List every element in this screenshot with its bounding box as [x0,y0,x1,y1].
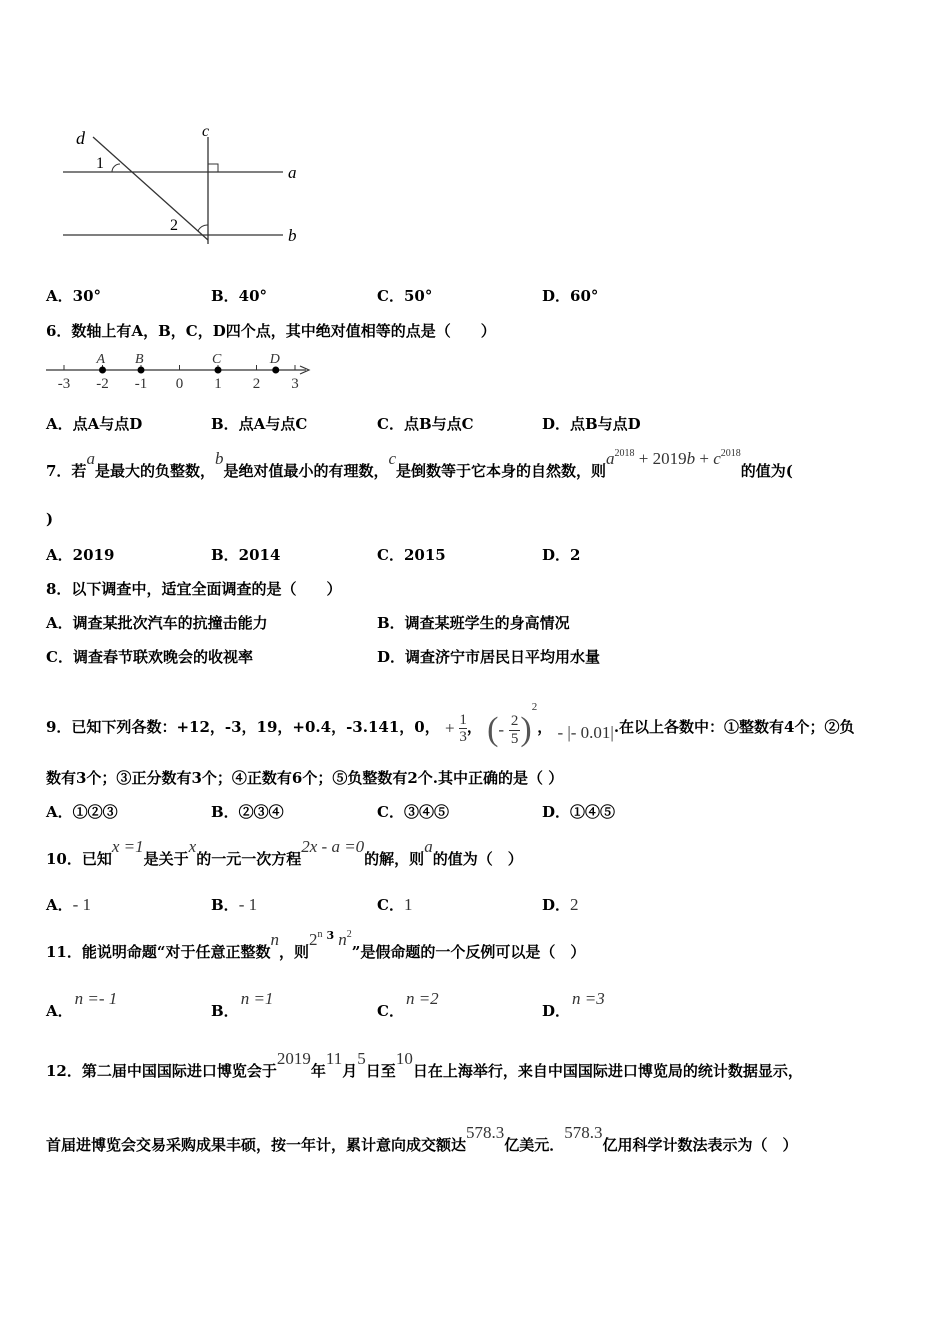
q8-option-c: C．调查春节联欢晚会的收视率 [46,648,253,666]
q7-var-a: a [86,449,95,468]
q10-equation: 2x - a =0 [301,837,365,856]
q6-option-d: D．点B与点D [542,415,641,433]
q7-option-a: A．2019 [46,546,115,564]
q10-option-b: B．- 1 [211,895,258,914]
q10-var-x: x [188,837,197,856]
tick-label: -3 [57,376,71,392]
label-b: b [288,226,297,245]
point-b [138,367,145,374]
q7-text-2: 是最大的负整数， [94,462,215,480]
q9-option-c: C．③④⑤ [377,803,449,821]
q9-power-term: (- $\frac{2}{5}$ )$^2$ [487,701,538,748]
angle-1-arc [112,164,120,172]
q11-inequality: 2$^n$ $^3$ $n^2$ [309,929,352,949]
q10-option-a: A．- 1 [46,895,92,914]
label-d: d [76,128,85,148]
number-line [44,348,324,393]
q11-var-n: n [270,930,280,949]
label-a: a [288,163,297,182]
q9-option-b: B．②③④ [211,803,284,821]
q6-option-a: A．点A与点D [46,415,143,433]
tick-label: -1 [134,376,148,392]
q5-option-b: B．40° [211,287,268,305]
q12-amount-2: 578.3 [564,1123,603,1142]
q5-option-c: C．50° [377,287,433,305]
q9-text-1: 9．已知下列各数：+12，-3，19，+0.4，-3.141，0， [46,718,440,736]
q10-stem: 10．已知x =1是关于x的一元一次方程2x - a =0的解，则a的值为（ ） [46,837,523,868]
point-d [272,367,279,374]
q7-text-1: 7．若 [46,462,87,480]
label-c: c [202,123,210,140]
q7-option-d: D．2 [542,546,581,564]
q8-option-a: A．调查某批次汽车的抗撞击能力 [46,614,268,632]
q6-stem: 6．数轴上有A，B，C，D四个点，其中绝对值相等的点是（ ） [46,322,496,340]
q12-amount-1: 578.3 [466,1123,505,1142]
q11-option-b: B．n =1 [211,989,274,1020]
q5-option-d: D．60° [542,287,599,305]
point-label-c: C [212,352,222,367]
q12-day-start: 5 [357,1049,366,1068]
q7-stem-tail: ) [46,510,54,528]
q7-var-c: c [388,449,397,468]
q12-day-end: 10 [395,1049,413,1068]
q7-option-c: C．2015 [377,546,446,564]
q12-stem-line-1: 12．第二届中国国际进口博览会于2019年11月5日至10日在上海举行，来自中国国际进口博览局的统计数据显示， [46,1049,803,1080]
q6-option-c: C．点B与点C [377,415,474,433]
tick-label: 3 [291,376,299,392]
angle-2-arc [198,225,208,231]
q8-option-d: D．调查济宁市居民日平均用水量 [377,648,601,666]
tick-label: -2 [96,376,109,392]
q9-fraction-1: + $\frac{1}{3}$ [444,711,467,745]
line-d [93,137,208,240]
q9-text-2: .在以上各数中：①整数有4个；②负 [613,718,855,736]
label-angle-1: 1 [96,155,104,172]
q11-option-a: A．n =- 1 [46,989,118,1020]
q7-expression: $a^{2018} + 2019b + c^{2018}$ [606,448,741,468]
q9-option-d: D．①④⑤ [542,803,616,821]
q6-option-b: B．点A与点C [211,415,308,433]
tick-label: 0 [175,376,184,392]
tick-label: 1 [214,376,222,392]
tick-label: 2 [252,376,261,392]
point-label-a: A [96,352,106,367]
q7-text-5: 的值为( [740,462,793,480]
q9-option-a: A．①②③ [46,803,118,821]
q7-text-3: 是绝对值最小的有理数， [223,462,389,480]
right-angle-mark [208,164,218,172]
q12-stem-line-2: 首届进博览会交易采购成果丰硕，按一年计，累计意向成交额达578.3亿美元．578.3亿用科学计数法表示为（ ） [46,1123,798,1154]
q9-stem-line-2: 数有3个；③正分数有3个；④正数有6个；⑤负整数有2个.其中正确的是（ ） [46,769,564,787]
figure-parallel-lines [58,122,308,252]
point-a [99,367,106,374]
q11-option-c: C．n =2 [377,989,439,1020]
q12-month: 11 [325,1049,343,1068]
q8-stem: 8．以下调查中，适宜全面调查的是（ ） [46,580,342,598]
q9-stem: 9．已知下列各数：+12，-3，19，+0.4，-3.141，0， + $\frac{1}{3}$ ， (- $\frac{2}{5}$ )$^2$， - |- 0.01|.在以上各数中：①整数有4个；②负 [46,701,855,748]
q11-option-d: D．n =3 [542,989,605,1020]
q9-abs-expr: - |- 0.01| [557,723,614,742]
q11-stem: 11．能说明命题“对于任意正整数n，则2$^n$ $^3$ $n^2$”是假命题的一个反例可以是（ ） [46,929,586,961]
q10-eq-x1: x =1 [111,837,144,856]
point-c [215,367,222,374]
q7-option-b: B．2014 [211,546,281,564]
q7-var-b: b [214,449,224,468]
q5-option-a: A．30° [46,287,102,305]
q10-var-a: a [424,837,433,856]
q10-option-c: C．1 [377,895,413,914]
q8-option-b: B．调查某班学生的身高情况 [377,614,570,632]
q7-text-4: 是倒数等于它本身的自然数，则 [396,462,607,480]
label-angle-2: 2 [170,217,178,234]
point-label-b: B [135,352,144,367]
q12-year: 2019 [276,1049,311,1068]
point-label-d: D [269,352,280,367]
q7-stem [46,448,793,481]
q10-option-d: D．2 [542,895,579,914]
